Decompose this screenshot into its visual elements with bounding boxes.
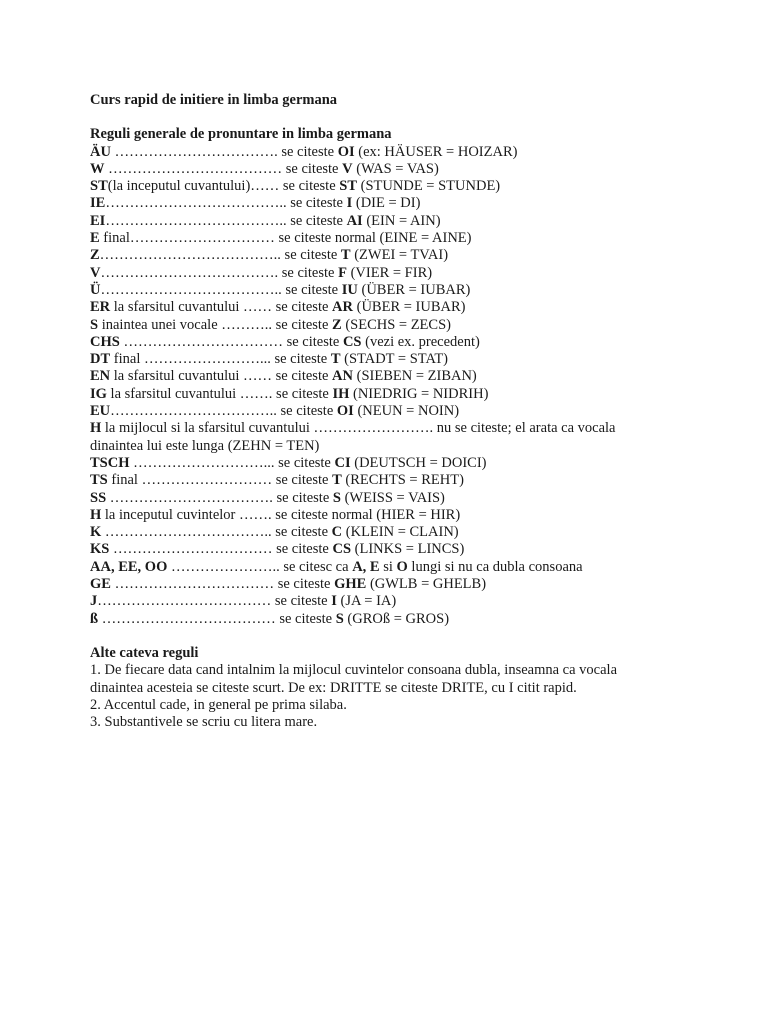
rule-example: (ex: HÄUSER = HOIZAR) [354, 143, 518, 160]
rule-sound: AI [346, 212, 363, 229]
rule-sound: O [396, 558, 408, 575]
rule-sound: Z [332, 316, 342, 333]
rule-example: (STUNDE = STUNDE) [357, 178, 501, 195]
rule-key: EU [90, 403, 111, 420]
rule-key: KS [90, 541, 110, 558]
rule-sound: I [331, 593, 337, 610]
rule-key: ST [90, 178, 108, 195]
rule-text: ……………………………….. se citeste [105, 195, 347, 212]
rule-key: AA, EE, OO [90, 558, 168, 575]
rule-sound: V [342, 160, 353, 177]
rule-key: CHS [90, 333, 120, 350]
rule-example: (vezi ex. precedent) [361, 333, 480, 350]
rule-example: (DEUTSCH = DOICI) [350, 454, 487, 471]
rule-sound: IU [341, 281, 358, 298]
rule-sound: OI [336, 403, 354, 420]
rule-text: ……………………………… se citeste [97, 593, 332, 610]
rule-example: (NIEDRIG = NIDRIH) [349, 385, 489, 402]
rule-line [90, 351, 650, 368]
rule-text: la inceputul cuvintelor ……. se citeste normal (HIER = HIR) [101, 506, 461, 523]
rule-line [90, 611, 650, 628]
rule-key: K [90, 524, 102, 541]
rule-key: ER [90, 299, 111, 316]
rule-sound: T [332, 472, 342, 489]
rule-line [90, 472, 650, 489]
rule-line [90, 368, 650, 385]
rule-line [90, 403, 650, 420]
rule-key: V [90, 264, 101, 281]
rule-sound: OI [337, 143, 355, 160]
rule-key: GE [90, 576, 111, 593]
rule-text: ……………………………. se citeste [106, 489, 333, 506]
rule-text: ……………………………. se citeste [110, 143, 338, 160]
rule-example: (EIN = AIN) [362, 212, 441, 229]
rule-text: …………………………… se citeste [109, 541, 333, 558]
section-heading-pronunciation: Reguli generale de pronuntare in limba germana [90, 126, 392, 143]
rule-key: SS [90, 489, 107, 506]
rules-list [90, 144, 650, 421]
rule-key: S [90, 316, 99, 333]
rule-key: J [90, 593, 98, 610]
rule-key: W [90, 160, 105, 177]
rule-key: IG [90, 385, 107, 402]
rule-text: …………………………… se citeste [110, 576, 335, 593]
rule-key: DT [90, 351, 111, 368]
rule-line [90, 576, 650, 593]
rule-example: (GWLB = GHELB) [366, 576, 487, 593]
rule-example: (RECHTS = REHT) [341, 472, 464, 489]
rule-text: la sfarsitul cuvantului …… se citeste [110, 368, 333, 385]
rule-example: (LINKS = LINCS) [351, 541, 465, 558]
rule-key: EI [90, 212, 106, 229]
rule-sound: IH [332, 385, 350, 402]
rule-text: final………………………… se citeste normal (EINE = AINE) [99, 230, 472, 247]
rule-key: H [90, 506, 102, 523]
rule-sound: I [346, 195, 353, 212]
rule-line [90, 230, 650, 247]
rule-example: (SECHS = ZECS) [341, 316, 451, 333]
rules-list-continued [90, 455, 650, 628]
rule-sound: S [332, 489, 341, 506]
rule-text: ……………………………….. se citeste [99, 247, 341, 264]
rule-line [90, 524, 650, 541]
rule-line [90, 161, 650, 178]
document-body [90, 92, 650, 731]
rule-example: (WEISS = VAIS) [340, 489, 445, 506]
rule-example: (WAS = VAS) [352, 160, 439, 177]
rule-line [90, 593, 650, 610]
rule-text: ……………………………… se citeste [98, 610, 336, 627]
rule-line [90, 195, 650, 212]
rule-text: final ……………………... se citeste [110, 351, 331, 368]
rule-line [90, 213, 650, 230]
rule-key: TS [90, 472, 108, 489]
rule-key: H [90, 420, 102, 437]
rule-example: (ZWEI = TVAI) [350, 247, 449, 264]
rule-example: (ÜBER = IUBAR) [353, 299, 466, 316]
rule-sound: AR [332, 299, 353, 316]
rule-sound: T [340, 247, 351, 264]
rule-line [90, 265, 650, 282]
rule-key: Ü [90, 281, 101, 298]
rule-line [90, 386, 650, 403]
rule-example: (DIE = DI) [352, 195, 421, 212]
section-spacer [90, 628, 650, 645]
rule-text: ……………………………… se citeste [104, 160, 343, 177]
rule-line [90, 299, 650, 316]
rule-text: la sfarsitul cuvantului …… se citeste [110, 299, 333, 316]
rule-line [90, 144, 650, 161]
rule-line [90, 541, 650, 558]
rule-line [90, 334, 650, 351]
rule-line [90, 178, 650, 195]
rule-line [90, 507, 650, 524]
rule-sound: C [331, 524, 343, 541]
rule-key: ÄU [90, 143, 111, 160]
rule-sound: AN [332, 368, 353, 385]
rule-key: E [90, 230, 100, 247]
rule-sound: T [330, 351, 341, 368]
rule-line [90, 455, 650, 472]
rule-text: ………………………………. se citeste [100, 264, 339, 281]
rule-key: TSCH [90, 454, 130, 471]
rule-sound: F [338, 264, 347, 281]
section-heading-other-rules: Alte cateva reguli [90, 644, 199, 661]
rule-text: …………………………… se citeste [119, 333, 343, 350]
rule-text: la mijlocul si la sfarsitul cuvantului ……………………. nu se citeste; el arata ca vocala dinaintea lui este lunga (ZEHN = TEN) [90, 420, 616, 454]
rule-line [90, 317, 650, 334]
list-item: 2. Accentul cade, in general pe prima silaba. [90, 696, 347, 713]
rule-key: EN [90, 368, 111, 385]
rule-text: …………………………….. se citeste [110, 403, 337, 420]
rule-example: lungi si nu ca dubla consoana [407, 558, 583, 575]
rule-sound: A, E [352, 558, 380, 575]
rule-example: (KLEIN = CLAIN) [342, 524, 459, 541]
rule-sound: GHE [334, 576, 367, 593]
rule-example: (NEUN = NOIN) [353, 403, 460, 420]
rule-line [90, 559, 650, 576]
rule-sound: ST [339, 178, 358, 195]
rule-sound: CI [334, 454, 351, 471]
rule-key: Z [90, 247, 100, 264]
rule-key: ß [90, 610, 99, 627]
rule-text: (la inceputul cuvantului)…… se citeste [107, 178, 340, 195]
document-title: Curs rapid de initiere in limba germana [90, 92, 338, 108]
rule-example: (GROß = GROS) [343, 610, 450, 627]
rule-key: IE [90, 195, 106, 212]
rule-text: ……………………………….. se citeste [100, 281, 342, 298]
rule-line-h-middle [90, 420, 650, 455]
rule-line [90, 282, 650, 299]
rule-text: ………………………... se citeste [129, 454, 335, 471]
rule-text: inaintea unei vocale ……….. se citeste [98, 316, 333, 333]
rule-text: ……………………………….. se citeste [105, 212, 347, 229]
rule-example: (ÜBER = IUBAR) [357, 281, 471, 298]
rule-example: (SIEBEN = ZIBAN) [353, 368, 477, 385]
rule-text: ………………….. se citesc ca [167, 558, 353, 575]
rule-sound: S [335, 610, 344, 627]
list-item: 1. De fiecare data cand intalnim la mijlocul cuvintelor consoana dubla, inseamna ca vocala dinaintea acesteia se citeste scurt. De ex: DRITTE se citeste DRITE, cu I citit rapid. [90, 662, 618, 696]
rule-sound: CS [332, 541, 352, 558]
rule-text: final ……………………… se citeste [107, 472, 333, 489]
rule-line [90, 490, 650, 507]
rule-text: …………………………….. se citeste [101, 524, 332, 541]
rule-example: (STADT = STAT) [340, 351, 449, 368]
rule-text: la sfarsitul cuvantului ……. se citeste [106, 385, 333, 402]
rule-example: (JA = IA) [336, 593, 397, 610]
rule-line [90, 247, 650, 264]
rule-example: (VIER = FIR) [346, 264, 433, 281]
other-rules-list [90, 662, 650, 731]
rule-sound: CS [342, 333, 362, 350]
list-item: 3. Substantivele se scriu cu litera mare. [90, 714, 318, 731]
rule-example: si [379, 558, 397, 575]
